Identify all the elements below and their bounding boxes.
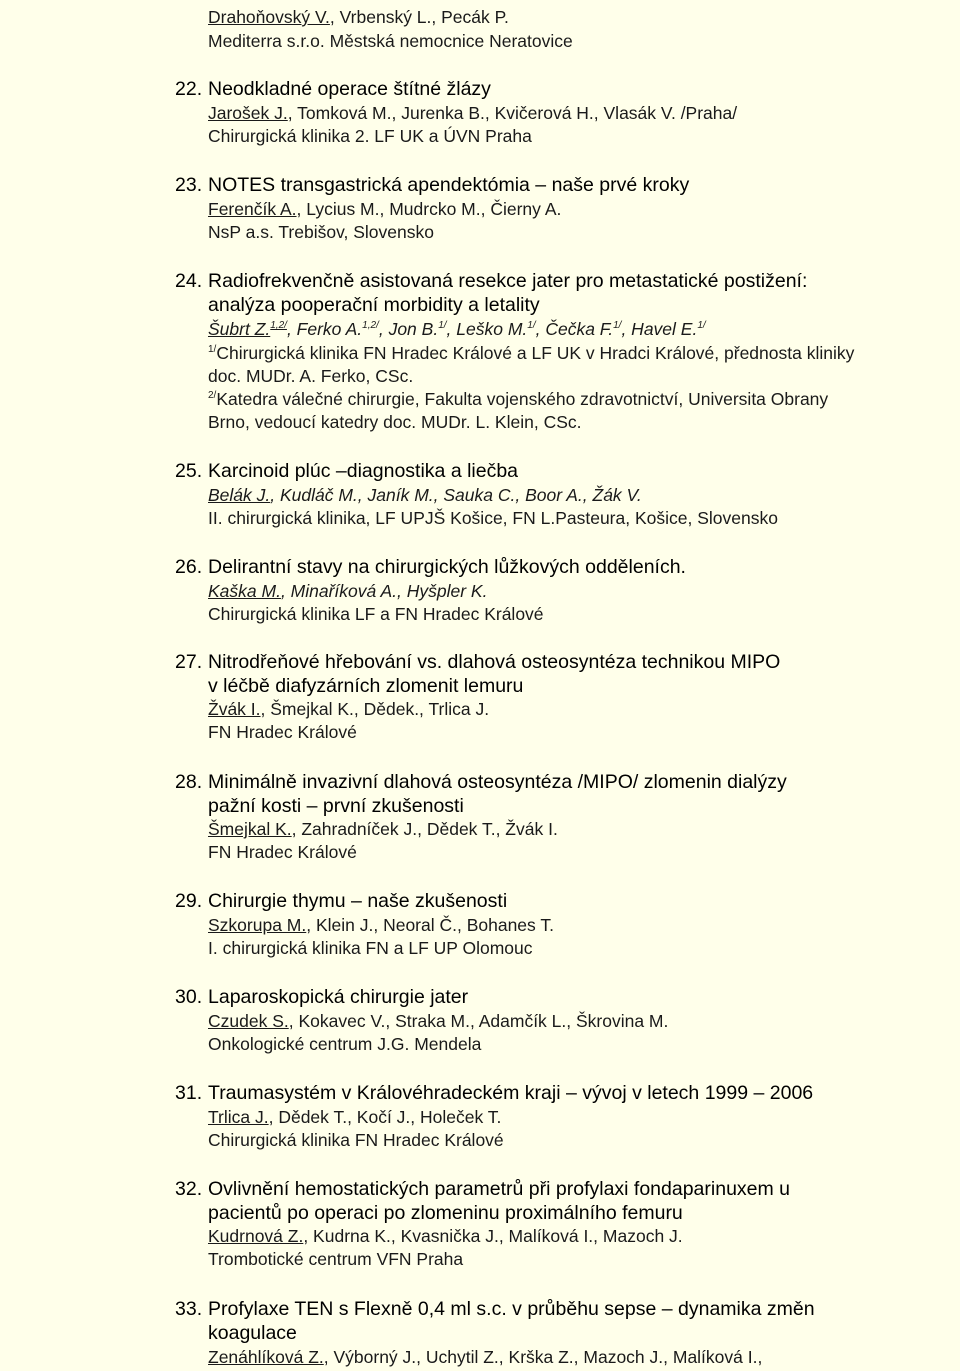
authors-line [208,1225,683,1247]
entry-title [175,1081,813,1105]
first-author: Belák J. [208,485,271,505]
title-text: Profylaxe TEN s Flexně 0,4 ml s.c. v průběhu sepse – dynamika změn [208,1298,815,1320]
entry-title-continued: koagulace [208,1322,297,1344]
authors-line [208,698,489,720]
authors-line [208,198,561,220]
institution-line: Chirurgická klinika LF a FN Hradec Králové [208,604,544,624]
institution-line: I. chirurgická klinika FN a LF UP Olomouc [208,938,533,958]
entry-title [175,555,686,579]
title-text: Delirantní stavy na chirurgických lůžkových odděleních. [208,556,686,578]
entry-title-continued: pacientů po operaci po zlomeninu proximálního femuru [208,1202,683,1224]
entry-title [175,269,807,293]
entry-number: 23. [175,174,203,196]
affiliation-mark: 1/ [613,320,622,331]
other-authors: , Lycius M., Mudrcko M., Čierny A. [296,199,562,219]
entry-number: 25. [175,460,203,482]
authors-line [208,102,737,124]
other-authors: , Kokavec V., Straka M., Adamčík L., Škrovina M. [288,1011,669,1031]
title-text: Traumasystém v Královéhradeckém kraji – vývoj v letech 1999 – 2006 [208,1082,814,1104]
entry-number: 33. [175,1298,203,1320]
institution-line [208,342,854,364]
affiliation-mark: 2/ [208,390,217,401]
other-authors: , Výborný J., Uchytil Z., Krška Z., Mazoch J., Malíková I., [323,1347,763,1367]
author: , Leško M. [446,319,528,339]
other-authors: , Tomková M., Jurenka B., Kvičerová H., Vlasák V. /Praha/ [287,103,738,123]
authors-line [208,914,554,936]
authors-line [208,818,558,840]
entry-title [175,459,518,483]
institution-line: Onkologické centrum J.G. Mendela [208,1034,482,1054]
author: , Havel E. [621,319,698,339]
title-text: Chirurgie thymu – naše zkušenosti [208,890,508,912]
first-author: Drahoňovský V. [208,7,330,27]
entry-title [175,889,507,913]
entry-number: 30. [175,986,203,1008]
institution-text: Katedra válečné chirurgie, Fakulta vojenského zdravotnictví, Universita Obrany [216,389,829,409]
affiliation-mark: 1/ [208,344,217,355]
author: , Ferko A. [286,319,363,339]
entry-title-continued: analýza pooperační morbidity a letality [208,294,540,316]
title-text: Karcinoid plúc –diagnostika a liečba [208,460,519,482]
authors-line [208,580,487,602]
first-author: Zenáhlíková Z. [208,1347,324,1367]
first-author: Ferenčík A. [208,199,297,219]
first-author: Kaška M. [208,581,281,601]
title-text: Laparoskopická chirurgie jater [208,986,469,1008]
entry-number: 24. [175,270,203,292]
institution-line: Trombotické centrum VFN Praha [208,1249,464,1269]
title-text: Ovlivnění hemostatických parametrů při profylaxi fondaparinuxem u [208,1178,791,1200]
authors-line [208,6,509,28]
authors-line [208,1106,501,1128]
authors-line [208,318,706,340]
institution-line: doc. MUDr. A. Ferko, CSc. [208,366,414,386]
institution-line: Chirurgická klinika 2. LF UK a ÚVN Praha [208,126,532,146]
entry-number: 27. [175,651,203,673]
other-authors: , Dědek T., Kočí J., Holeček T. [268,1107,502,1127]
authors-line [208,1346,762,1368]
entry-title [175,1177,790,1201]
entry-title-continued: pažní kosti – první zkušenosti [208,795,464,817]
other-authors: , Klein J., Neoral Č., Bohanes T. [306,915,554,935]
authors-line [208,484,642,506]
institution-line [208,388,828,410]
entry-title [175,650,780,674]
institution-text: Chirurgická klinika FN Hradec Králové a LF UK v Hradci Králové, přednosta kliniky [216,343,855,363]
first-author: Jarošek J. [208,103,288,123]
author: , Jon B. [378,319,439,339]
first-author: Žvák I. [208,699,261,719]
first-author: Czudek S. [208,1011,289,1031]
entry-title [175,77,491,101]
first-author: Kudrnová Z. [208,1226,304,1246]
other-authors: , Zahradníček J., Dědek T., Žvák I. [291,819,558,839]
other-authors: , Kudláč M., Janík M., Sauka C., Boor A., Žák V. [270,485,642,505]
other-authors: , Minaříková A., Hyšpler K. [280,581,488,601]
affiliation-mark: 1/ [697,320,706,331]
author: , Čečka F. [535,319,614,339]
institution-line: Chirurgická klinika FN Hradec Králové [208,1130,504,1150]
institution-line: Brno, vedoucí katedry doc. MUDr. L. Klein, CSc. [208,412,582,432]
title-text: NOTES transgastrická apendektómia – naše prvé kroky [208,174,690,196]
other-authors: , Šmejkal K., Dědek., Trlica J. [260,699,490,719]
first-author: Trlica J. [208,1107,269,1127]
entry-title [175,173,689,197]
first-author: Šubrt Z. [208,319,271,339]
entry-number: 26. [175,556,203,578]
authors-line [208,1010,668,1032]
title-text: Radiofrekvenčně asistovaná resekce jater pro metastatické postižení: [208,270,808,292]
entry-title-continued: v léčbě diafyzárních zlomenit lemuru [208,675,524,697]
first-author: Szkorupa M. [208,915,307,935]
title-text: Neodkladné operace štítné žlázy [208,78,491,100]
affiliation-mark: 1,2/ [362,320,379,331]
institution-line: NsP a.s. Trebišov, Slovensko [208,222,434,242]
entry-number: 28. [175,771,203,793]
other-authors: , Kudrna K., Kvasnička J., Malíková I., Mazoch J. [303,1226,683,1246]
title-text: Minimálně invazivní dlahová osteosyntéza /MIPO/ zlomenin dialýzy [208,771,787,793]
title-text: Nitrodřeňové hřebování vs. dlahová osteosyntéza technikou MIPO [208,651,781,673]
affiliation-mark: 1/ [527,320,536,331]
entry-title [175,985,468,1009]
entry-number: 22. [175,78,203,100]
other-authors: , Vrbenský L., Pecák P. [329,7,509,27]
affiliation-mark: 1/ [438,320,447,331]
institution-line: FN Hradec Králové [208,842,357,862]
first-author: Šmejkal K. [208,819,292,839]
entry-number: 32. [175,1178,203,1200]
entry-title [175,770,787,794]
institution-line: II. chirurgická klinika, LF UPJŠ Košice, FN L.Pasteura, Košice, Slovensko [208,508,778,528]
affiliation-mark: 1,2/ [270,320,287,331]
entry-title [175,1297,815,1321]
entry-number: 29. [175,890,203,912]
entry-number: 31. [175,1082,203,1104]
institution-line: FN Hradec Králové [208,722,357,742]
institution-line: Mediterra s.r.o. Městská nemocnice Neratovice [208,31,573,51]
